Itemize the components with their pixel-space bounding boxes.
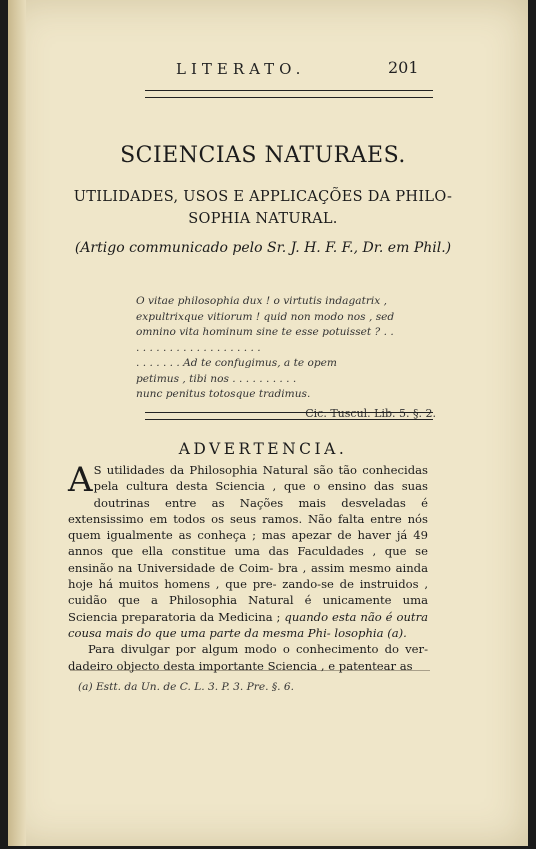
body-line-italic: losophia (a). xyxy=(334,625,407,640)
epigraph-line: expultrixque vitiorum ! quid non modo nos , sed xyxy=(136,310,395,323)
subtitle-line: SOPHIA NATURAL. xyxy=(188,211,338,227)
body-line: S utilidades da Philosophia Natural são tão conhecidas xyxy=(93,463,428,477)
book-page xyxy=(8,0,528,846)
body-line-italic: esta não é outra cousa mais do que uma parte da mesma Phi- xyxy=(68,609,429,640)
subtitle-line: UTILIDADES, USOS E APPLICAÇÕES DA PHILO- xyxy=(73,189,453,205)
drop-cap: A xyxy=(68,460,93,500)
body-line: unicamente uma Sciencia preparatoria da Medicina ; xyxy=(68,593,428,624)
body-line: Para divulgar por algum modo o conhecimento do ver- xyxy=(88,642,428,657)
epigraph-line: . . . . . . . . . . . . . . . . . . . xyxy=(136,341,261,354)
running-title: LITERATO. xyxy=(176,60,306,78)
ornamental-rule-top xyxy=(145,90,433,98)
body-line: dadeiro objecto desta importante Sciencia , e patentear as xyxy=(68,658,413,673)
epigraph-line: petimus , tibi nos . . . . . . . . . . xyxy=(136,372,297,385)
body-line: seus ramos. Não falta entre nós quem igualmente as conheça xyxy=(68,511,428,543)
body-line: pela cultura desta Sciencia , que o ensino das suas doutrinas xyxy=(93,479,428,510)
paragraph-1 xyxy=(68,462,428,641)
article-subtitle xyxy=(48,186,478,230)
paragraph-2 xyxy=(68,641,428,674)
epigraph-line: . . . . . . . Ad te confugimus, a te opem xyxy=(136,357,337,369)
epigraph-citation: Cic. Tuscul. Lib. 5. §. 2. xyxy=(305,406,436,420)
epigraph-line: omnino vita hominum sine te esse potuisset ? . . xyxy=(136,326,394,338)
footnote-divider xyxy=(70,670,430,671)
page-number: 201 xyxy=(388,58,419,77)
body-line: ; mas apezar de haver já 49 annos que ella constitue uma xyxy=(68,528,429,559)
body-text xyxy=(68,462,428,674)
article-title: SCIENCIAS NATURAES. xyxy=(120,143,406,168)
body-line-italic: quando xyxy=(284,609,329,624)
epigraph xyxy=(136,294,436,421)
section-heading: ADVERTENCIA. xyxy=(178,440,348,458)
page-gutter xyxy=(8,0,26,846)
article-byline: (Artigo communicado pelo Sr. J. H. F. F., Dr. em Phil.) xyxy=(74,240,452,256)
epigraph-line: nunc penitus totosque tradimus. xyxy=(136,388,311,400)
body-line: entre as Nações mais desveladas é extensissimo em todos os xyxy=(68,495,428,526)
epigraph-line: O vitae philosophia dux ! o virtutis indagatrix , xyxy=(136,295,387,307)
footnote: (a) Estt. da Un. de C. L. 3. P. 3. Pre. §. 6. xyxy=(78,681,294,693)
body-line: bra , assim mesmo ainda hoje há muitos homens , que pre- xyxy=(68,560,429,592)
ornamental-rule-bottom xyxy=(145,412,433,420)
body-line: zando-se de instruidos , cuidão que a Philosophia Natural é xyxy=(68,577,429,608)
body-line: das Faculdades , que se ensinão na Universidade de Coim- xyxy=(68,544,428,575)
